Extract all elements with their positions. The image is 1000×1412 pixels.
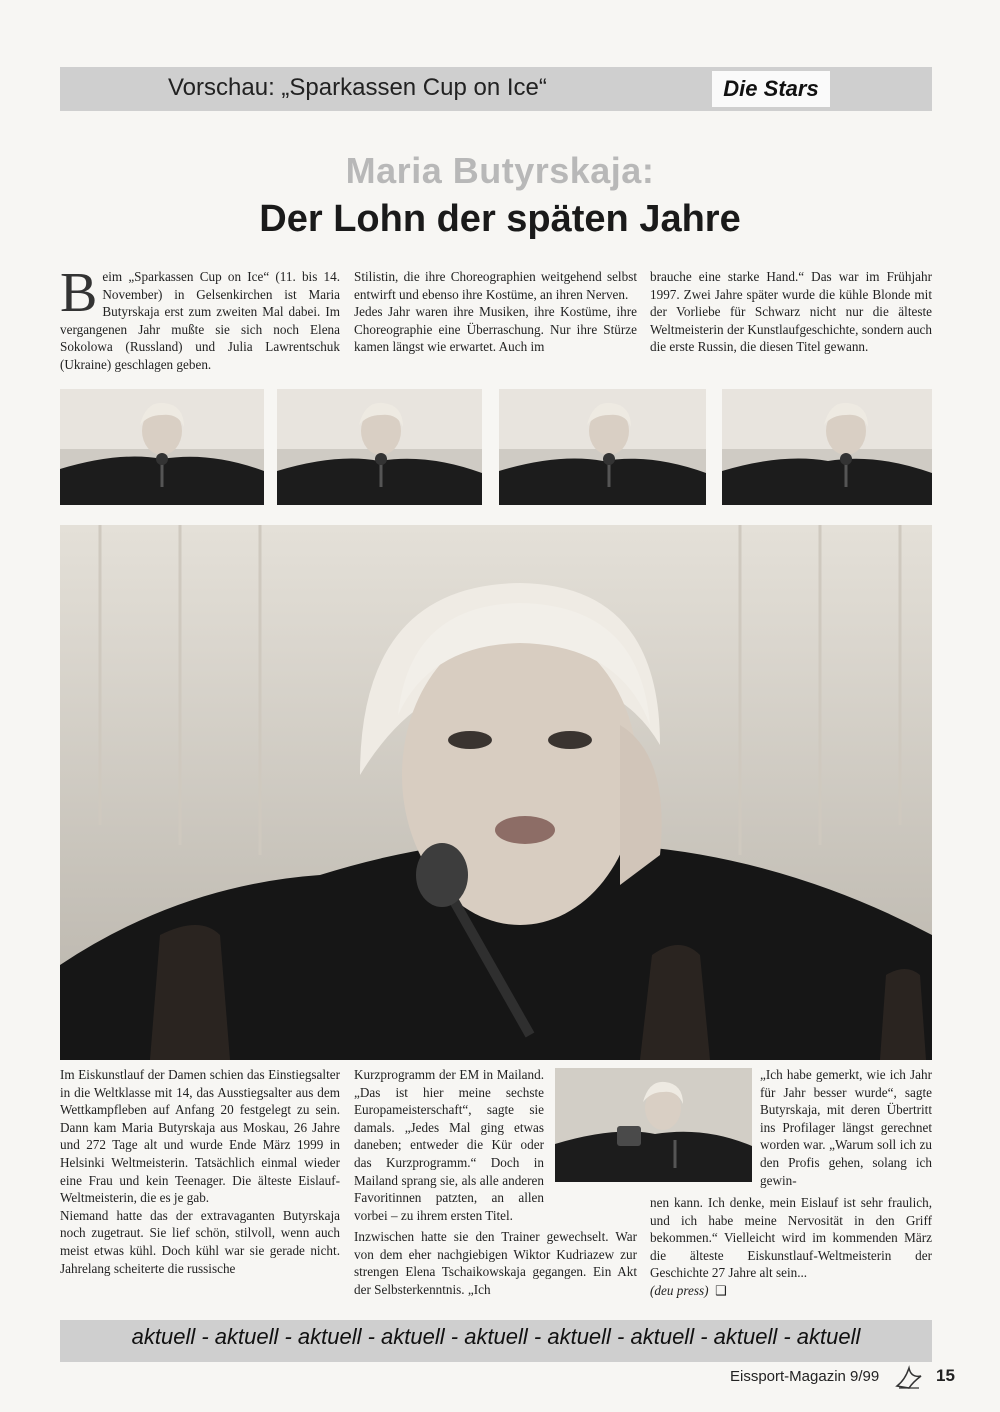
press-credit: (deu press) <box>650 1282 709 1298</box>
category-label: Die Stars <box>712 71 830 107</box>
article-subject: Maria Butyrskaja: <box>345 150 655 191</box>
intro-text-2b: Jedes Jahr waren ihre Musiken, ihre Kostüme, ihre Choreographie eine Überraschung. Nur ihre Stürze kamen längst wie erwartet. Auch im <box>354 304 637 355</box>
body-text-1b: Niemand hatte das der extravaganten Butyrskaja noch zugetraut. Sie lief schön, stilvoll, wenn auch meist etwas kühl. Doch kühl war sie gerade nicht. Jahrelang scheiterte die russische <box>60 1207 340 1276</box>
body-column-2-bottom <box>354 1228 637 1298</box>
page-number: 15 <box>936 1366 955 1385</box>
intro-text-3: brauche eine starke Hand.“ Das war im Frühjahr 1997. Zwei Jahre später wurde die kühle Blonde mit der Vorliebe für Schwarz nicht nur die älteste Weltmeisterin der Kunstlaufgeschichte, sondern auch die erste Russin, die diesen Titel gewann. <box>650 269 932 355</box>
magazine-issue: Eissport-Magazin 9/99 <box>730 1368 880 1385</box>
intro-column-1 <box>60 262 340 374</box>
body-text-3b: nen kann. Ich denke, mein Eislauf ist sehr fraulich, und ich habe meine Nervosität in den Griff bekommen.“ Vielleicht wird im kommenden März die älteste Eiskunstlauf-Weltmeisterin der Geschichte 27 Jahre alt sein... <box>650 1195 932 1281</box>
footer-banner: aktuell - aktuell - aktuell - aktuell - aktuell - aktuell - aktuell - aktuell - aktuell <box>131 1324 861 1349</box>
drop-cap: B <box>60 262 98 324</box>
section-label: Vorschau: „Sparkassen Cup on Ice“ <box>168 74 547 101</box>
article-headline: Der Lohn der späten Jahre <box>259 198 741 240</box>
photo-thumbnail-3 <box>499 389 706 505</box>
intro-text-1: eim „Sparkassen Cup on Ice“ (11. bis 14. November) in Gelsenkirchen ist Maria Butyrskaja erst zum zweiten Mal dabei. Im vergangenen Jahr mußte sie sich noch Elena Sokolowa (Russland) und Julia Lawrentschuk (Ukraine) geschlagen geben. <box>60 269 340 372</box>
body-text-2a: Kurzprogramm der EM in Mailand. „Das ist hier meine sechste Europameisterschaft“, sagte sie damals. „Jedes Mal ging etwas daneben; entweder die Kür oder das Kurzprogramm.“ Doch in Mailand sprang sie, als alle anderen Favoritinnen patzten, an allen vorbei – zu ihrem ersten Titel. <box>354 1067 544 1223</box>
intro-text-2a: Stilistin, die ihre Choreographien weitgehend selbst entwirft und ebenso ihre Kostüme, an ihren Nerven. <box>354 269 637 302</box>
body-column-3-top <box>760 1066 932 1189</box>
body-text-2b: Inzwischen hatte sie den Trainer gewechselt. War von dem eher nachgiebigen Wiktor Kudriazew zur strengen Elena Tschaikowskaja gegangen. Ein Akt der Selbsterkenntnis. „Ich <box>354 1229 637 1297</box>
photo-thumbnail-4 <box>722 389 932 505</box>
main-photo <box>60 525 932 1060</box>
end-mark-icon: ❑ <box>715 1282 727 1298</box>
bird-logo-icon <box>895 1364 923 1390</box>
inset-photo <box>555 1068 752 1182</box>
intro-column-2 <box>354 268 637 356</box>
body-column-3-bottom <box>650 1194 932 1300</box>
body-text-3a: „Ich habe gemerkt, wie ich Jahr für Jahr besser wurde“, sagte Butyrskaja, mit deren Übertritt ins Profilager längst gerechnet worden war. „Warum soll ich zu den Profis gehen, solang ich gewin- <box>760 1067 932 1188</box>
body-column-2-top <box>354 1066 544 1224</box>
body-text-1a: Im Eiskunstlauf der Damen schien das Einstiegsalter in die Weltklasse mit 14, das Ausstiegsalter aus dem Wettkampfleben auf Anfang 20 festgelegt zu sein. Dann kam Maria Butyrskaja aus Moskau, 26 Jahre und 272 Tage alt und wurde Ende März 1999 in Helsinki Weltmeisterin. Tatsächlich einmal wieder eine Frau und kein Teenager. Die älteste Eislauf-Weltmeisterin, die es je gab. <box>60 1067 340 1206</box>
photo-thumbnail-2 <box>277 389 482 505</box>
intro-column-3 <box>650 268 932 356</box>
body-column-1 <box>60 1066 340 1277</box>
photo-thumbnail-1 <box>60 389 264 505</box>
